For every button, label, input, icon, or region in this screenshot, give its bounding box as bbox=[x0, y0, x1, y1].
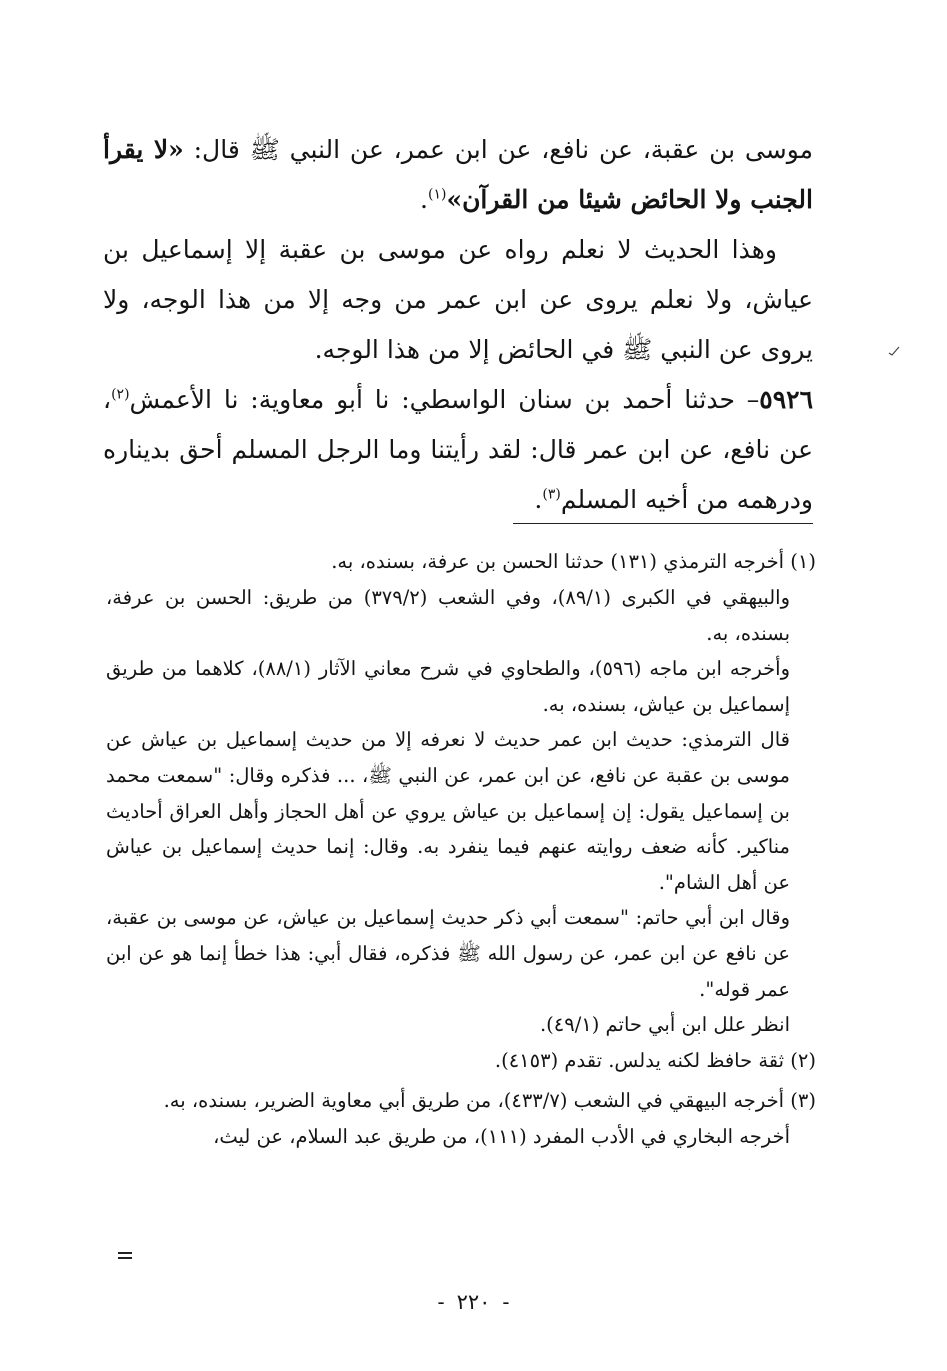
footnote-1-para-1: والبيهقي في الكبرى (٨٩/١)، وفي الشعب (٣٧٩/٢) من طريق: الحسن بن عرفة، بسنده، به. bbox=[106, 586, 790, 645]
footnote-ref-1: (١) bbox=[427, 186, 447, 203]
hadith-number: ٥٩٢٦ bbox=[759, 385, 813, 414]
footnote-1-para-5: انظر علل ابن أبي حاتم (٤٩/١). bbox=[539, 1013, 790, 1037]
page-number-dash-left: - bbox=[437, 1290, 445, 1314]
hadith-5925-isnad: موسى بن عقبة، عن نافع، عن ابن عمر، عن النبي ﷺ قال: bbox=[183, 135, 814, 164]
hadith-5925-continuation bbox=[103, 125, 813, 225]
footnote-3 bbox=[106, 1083, 816, 1155]
footnote-1-para-4: وقال ابن أبي حاتم: "سمعت أبي ذكر حديث إسماعيل بن عياش، عن موسى بن عقبة، عن نافع عن ابن عمر، عن رسول الله ﷺ فذكره، فقال أبي: هذا خطأ إنما هو عن ابن عمر قوله". bbox=[106, 906, 790, 1001]
hadith-5926-matn: ، عن نافع، عن ابن عمر قال: لقد رأيتنا وما الرجل المسلم أحق بديناره ودرهمه من أخيه المسلم bbox=[103, 385, 813, 514]
hadith-5926 bbox=[103, 375, 813, 525]
sentence-end: . bbox=[534, 485, 543, 514]
margin-check-icon bbox=[888, 346, 900, 356]
footnote-2 bbox=[106, 1043, 816, 1079]
main-text-block bbox=[103, 125, 813, 525]
hadith-5925-quote-end: الجنب ولا الحائض شيئا من القرآن» bbox=[446, 185, 813, 214]
footnote-separator bbox=[513, 523, 813, 524]
page-number bbox=[0, 1290, 947, 1314]
commentary-paragraph bbox=[103, 225, 813, 375]
footnote-2-text: (٢) ثقة حافظ لكنه يدلس. تقدم (٤١٥٣). bbox=[494, 1048, 816, 1072]
footnote-3-head: (٣) أخرجه البيهقي في الشعب (٤٣٣/٧)، من طريق أبي معاوية الضرير، بسنده، به. bbox=[163, 1088, 816, 1112]
page-number-value: ٢٢٠ bbox=[456, 1290, 491, 1314]
footnote-3-para-1: أخرجه البخاري في الأدب المفرد (١١١)، من طريق عبد السلام، عن ليث، bbox=[213, 1124, 790, 1148]
footnote-1-body bbox=[106, 580, 816, 1043]
footnotes-block bbox=[106, 544, 816, 1154]
double-bar-continuation-icon bbox=[118, 1252, 132, 1259]
footnote-1-para-3: قال الترمذي: حديث ابن عمر حديث لا نعرفه إلا من حديث إسماعيل بن عياش عن موسى بن عقبة عن نافع، عن ابن عمر، عن النبي ﷺ، ... فذكره وقال: "سمعت محمد بن إسماعيل يقول: إن إسماعيل بن عياش يروي عن أهل الحجاز وأهل العراق أحاديث مناكير. كأنه ضعف روايته عنهم فيما ينفرد به. وقال: إنما حديث إسماعيل بن عياش عن أهل الشام". bbox=[106, 728, 790, 894]
sentence-end: . bbox=[420, 185, 428, 214]
footnote-3-body bbox=[106, 1119, 816, 1155]
footnote-1-head: (١) أخرجه الترمذي (١٣١) حدثنا الحسن بن عرفة، بسنده، به. bbox=[331, 550, 816, 573]
commentary-text: وهذا الحديث لا نعلم رواه عن موسى بن عقبة إلا إسماعيل بن عياش، ولا نعلم يروى عن ابن عمر من وجه إلا من هذا الوجه، ولا يروى عن النبي ﷺ في الحائض إلا من هذا الوجه. bbox=[103, 235, 813, 364]
footnote-ref-3: (٣) bbox=[542, 486, 561, 503]
footnote-1-para-2: وأخرجه ابن ماجه (٥٩٦)، والطحاوي في شرح معاني الآثار (٨٨/١)، كلاهما من طريق إسماعيل بن عياش، بسنده، به. bbox=[106, 657, 790, 716]
footnote-1 bbox=[106, 544, 816, 1043]
footnote-ref-2: (٢) bbox=[111, 386, 130, 403]
page-number-dash-right: - bbox=[502, 1290, 510, 1314]
hadith-5926-isnad: – حدثنا أحمد بن سنان الواسطي: نا أبو معاوية: نا الأعمش bbox=[129, 385, 760, 414]
hadith-5925-quote-start: «لا يقرأ bbox=[103, 135, 184, 164]
